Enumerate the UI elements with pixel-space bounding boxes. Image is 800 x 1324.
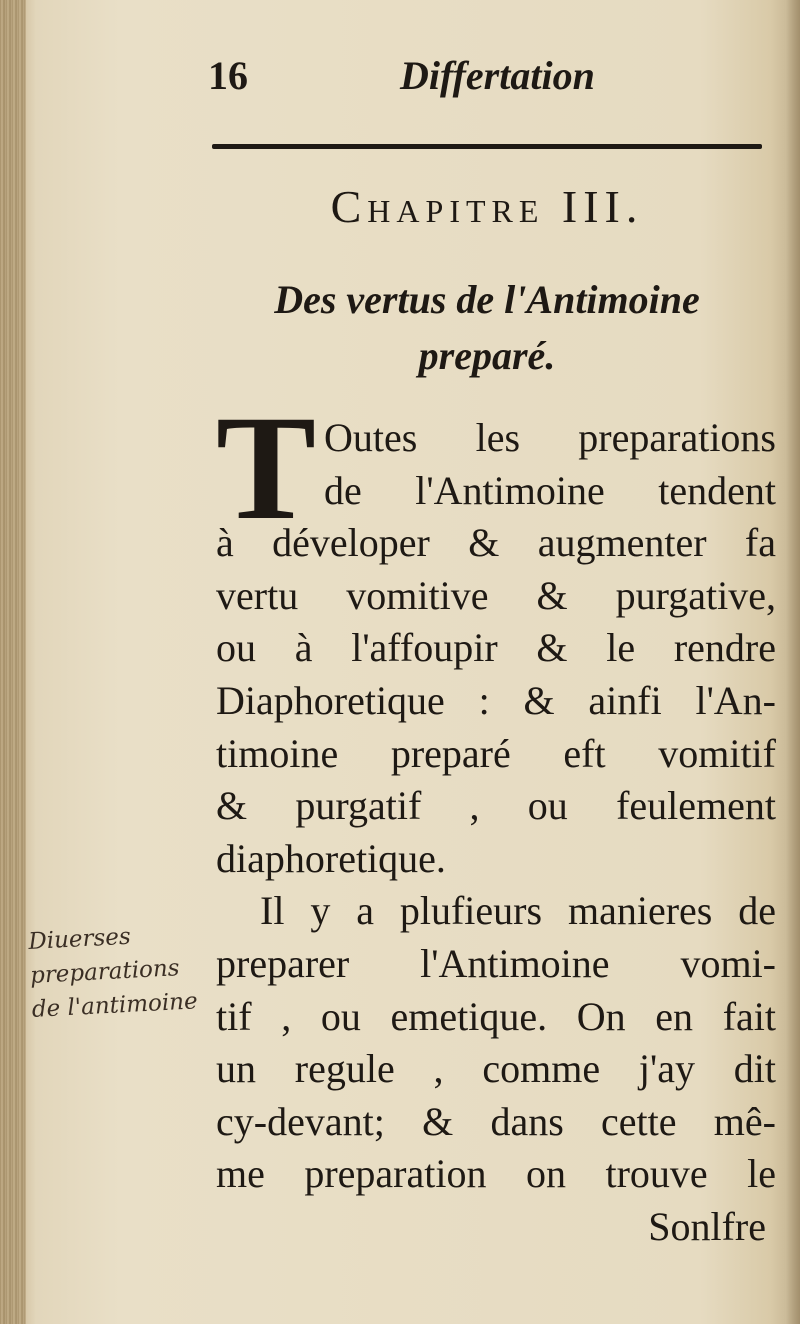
drop-cap: T (216, 385, 317, 551)
text-line: vertu vomitive & purgative, (216, 572, 776, 618)
book-gutter (0, 0, 26, 1324)
chapter-title-line-1: Des vertus de l'Antimoine (274, 277, 700, 322)
chapter-title (212, 272, 762, 384)
handwritten-margin-note (27, 915, 222, 1027)
body-text (216, 412, 776, 1254)
text-line: me preparation on trouve le (216, 1151, 776, 1197)
text-line: ou à l'affoupir & le rendre (216, 625, 776, 671)
chapter-title-line-2: preparé. (418, 333, 556, 378)
text-line: & purgatif , ou feulement (216, 783, 776, 829)
text-line: de l'Antimoine tendent (324, 467, 776, 513)
page-number: 16 (208, 53, 248, 98)
text-line: à déveloper & augmenter fa (216, 520, 776, 566)
page-edge-shadow (786, 0, 800, 1324)
chapter-heading: Chapitre III. (330, 181, 644, 232)
text-line: timoine preparé eft vomitif (216, 730, 776, 776)
page-header (208, 52, 768, 102)
margin-note-line: Diuerses (27, 923, 132, 956)
text-line: Il y a plufieurs manieres de (260, 888, 776, 934)
text-line: tif , ou emetique. On en fait (216, 993, 776, 1039)
margin-note-line: de l'antimoine (31, 988, 199, 1023)
text-line: un regule , comme j'ay dit (216, 1046, 776, 1092)
text-line: Outes les preparations (324, 415, 776, 460)
header-rule (212, 144, 762, 149)
running-title: Differtation (400, 53, 595, 98)
catchword: Sonlfre (648, 1203, 766, 1249)
text-line: preparer l'Antimoine vomi- (216, 940, 776, 986)
text-line: diaphoretique. (216, 835, 446, 881)
text-line: cy-devant; & dans cette mê- (216, 1098, 776, 1144)
margin-note-line: preparations (29, 955, 181, 989)
text-line: Diaphoretique : & ainfi l'An- (216, 677, 776, 723)
